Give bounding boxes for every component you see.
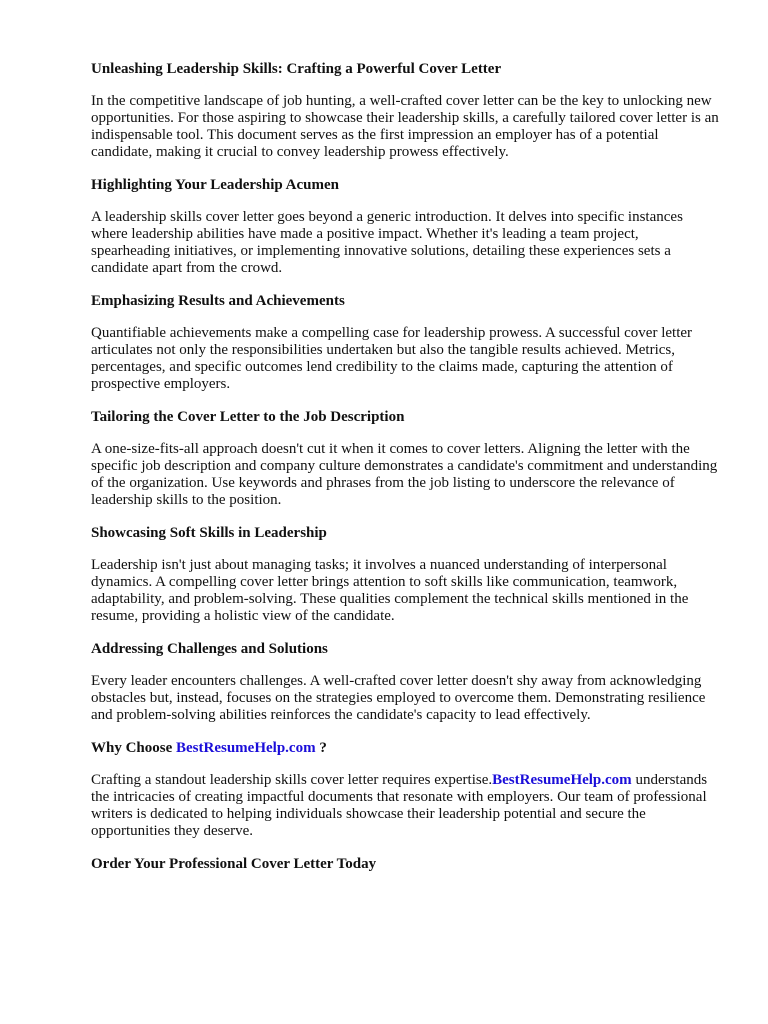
section-body-soft-skills: Leadership isn't just about managing tasks; it involves a nuanced understanding of interpersonal dynamics. A compelling cover letter brings attention to soft skills like communication, teamwork, adaptability, and problem-solving. These qualities complement the technical skills mentioned in the resume, providing a holistic view of the candidate. (91, 557, 689, 624)
section-heading-tailoring: Tailoring the Cover Letter to the Job Description (91, 409, 405, 425)
why-heading-link[interactable]: BestResumeHelp.com (176, 740, 316, 756)
intro-paragraph: In the competitive landscape of job hunting, a well-crafted cover letter can be the key to unlocking new opportunities. For those aspiring to showcase their leadership skills, a carefully tailored cover letter is an indispensable tool. This document serves as the first impression an employer has of a potential candidate, making it crucial to convey leadership prowess effectively. (91, 93, 719, 160)
document-title: Unleashing Leadership Skills: Crafting a Powerful Cover Letter (91, 61, 502, 77)
why-body-link[interactable]: BestResumeHelp.com (492, 772, 632, 788)
section-body-why-choose (91, 772, 719, 840)
section-heading-why-choose (91, 739, 719, 757)
why-body-prefix: Crafting a standout leadership skills cover letter requires expertise. (91, 772, 493, 788)
section-body-leadership-acumen: A leadership skills cover letter goes beyond a generic introduction. It delves into specific instances where leadership abilities have made a positive impact. Whether it's leading a team project, spearheading initiatives, or implementing innovative solutions, detailing these experiences sets a candidate apart from the crowd. (91, 209, 683, 276)
why-heading-suffix: ? (315, 740, 327, 756)
section-body-tailoring: A one-size-fits-all approach doesn't cut it when it comes to cover letters. Aligning the letter with the specific job description and company culture demonstrates a candidate's commitment and understanding of the organization. Use keywords and phrases from the job listing to underscore the relevance of leadership skills to the position. (91, 441, 718, 508)
why-body-suffix: understands the intricacies of creating impactful documents that resonate with employers. Our team of professional writers is dedicated to helping individuals showcase their leadership potential and secure the opportunities they deserve. (91, 772, 708, 839)
section-heading-challenges: Addressing Challenges and Solutions (91, 641, 328, 657)
section-heading-results: Emphasizing Results and Achievements (91, 293, 345, 309)
document-page (91, 60, 719, 873)
section-heading-soft-skills: Showcasing Soft Skills in Leadership (91, 525, 327, 541)
section-body-results: Quantifiable achievements make a compelling case for leadership prowess. A successful cover letter articulates not only the responsibilities undertaken but also the tangible results achieved. Metrics, percentages, and specific outcomes lend credibility to the claims made, capturing the attention of prospective employers. (91, 325, 693, 392)
order-heading: Order Your Professional Cover Letter Today (91, 856, 377, 872)
section-heading-leadership-acumen: Highlighting Your Leadership Acumen (91, 177, 339, 193)
section-body-challenges: Every leader encounters challenges. A well-crafted cover letter doesn't shy away from acknowledging obstacles but, instead, focuses on the strategies employed to overcome them. Demonstrating resilience and problem-solving abilities reinforces the candidate's capacity to lead effectively. (91, 673, 706, 723)
why-heading-prefix: Why Choose (91, 740, 177, 756)
